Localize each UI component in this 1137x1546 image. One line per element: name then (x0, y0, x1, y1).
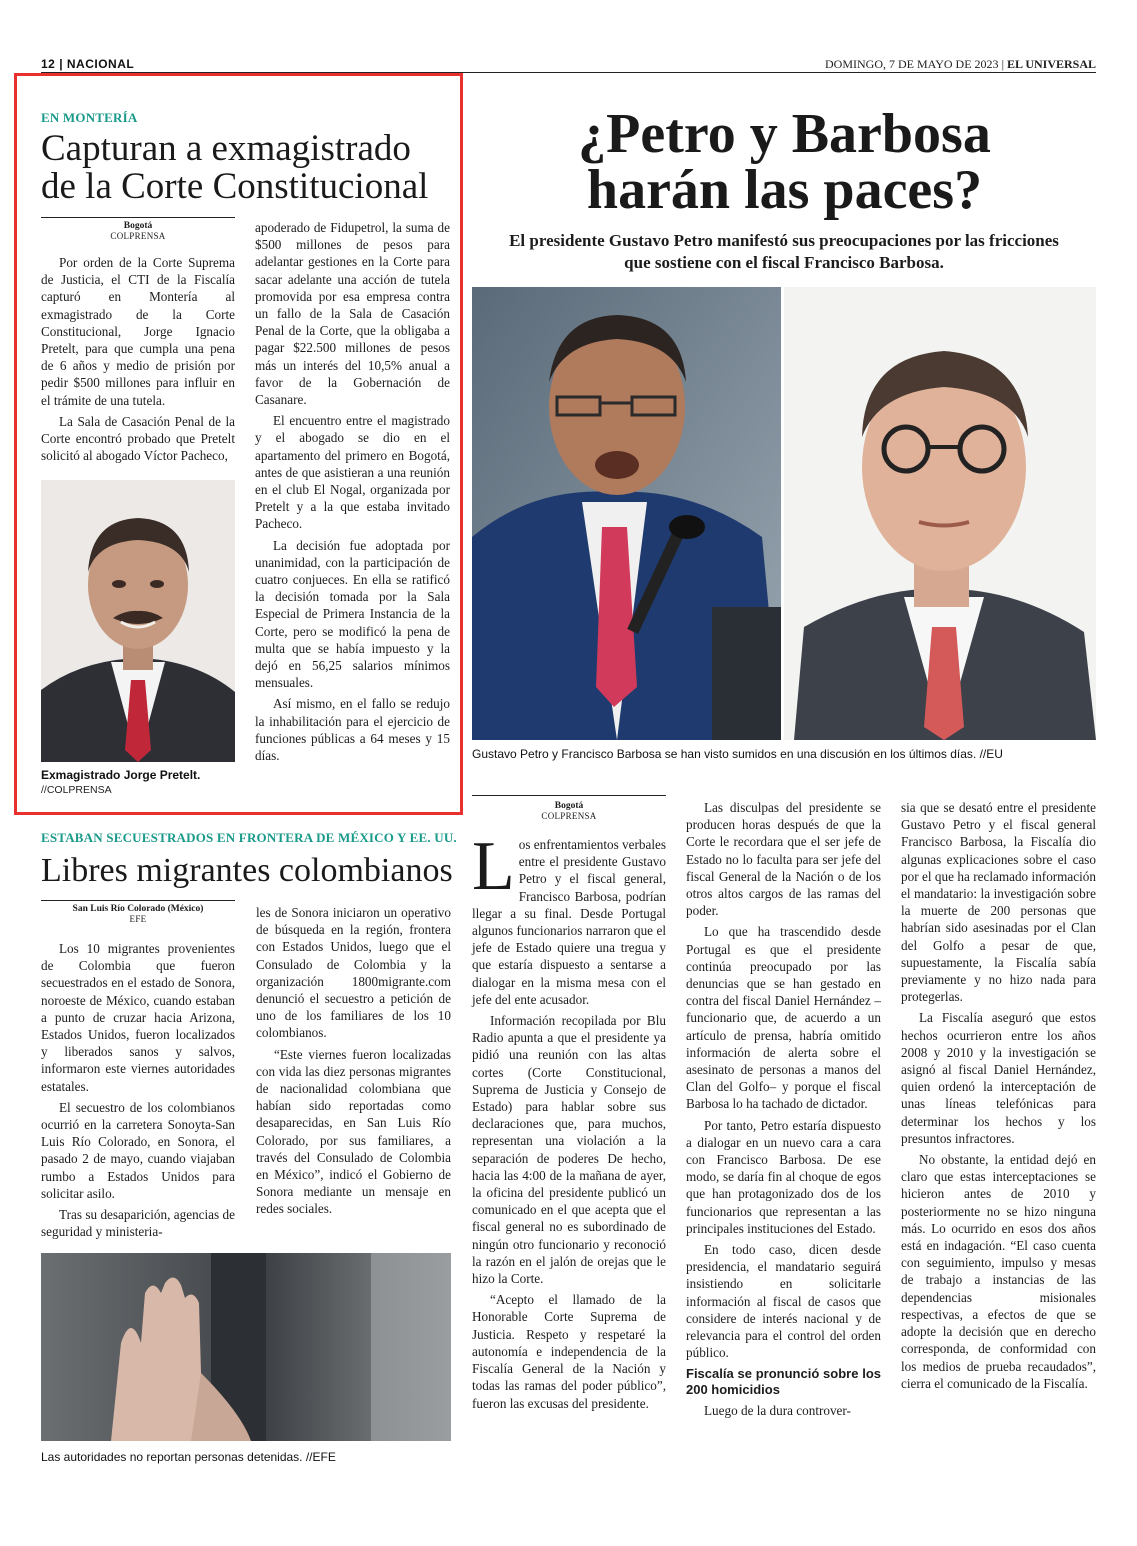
article2-headline-line1: ¿Petro y Barbosa (578, 103, 991, 165)
article1-photo-credit: //COLPRENSA (41, 784, 112, 796)
article1-photo-caption: Exmagistrado Jorge Pretelt. (41, 768, 201, 782)
barbosa-photo (784, 287, 1096, 740)
paragraph: les de Sonora iniciaron un operativo de búsqueda en la región, frontera con Estados Unidos, luego que el Consulado de Colombia y la organización 1800migrante.com denunció el secuestro a petición de uno de los familiares de los 10 colombianos. (256, 905, 451, 1041)
paragraph: “Acepto el llamado de la Honorable Corte Suprema de Justicia. Respeto y respetaré la autonomía e independencia de la Fiscalía General de la Nación y todas las ramas del poder público”, fueron las excusas del presidente. (472, 1292, 666, 1411)
paragraph: Luego de la dura controver- (704, 1402, 851, 1418)
article2-headline-line2: harán las paces? (586, 159, 983, 221)
paragraph: Así mismo, en el fallo se redujo la inhabilitación para el ejercicio de funciones públicas a 64 meses y 15 días. (255, 696, 450, 764)
article1-byline (41, 221, 235, 241)
issue-date: DOMINGO, 7 DE MAYO DE 2023 (825, 57, 999, 71)
byline-city: San Luis Río Colorado (México) (72, 904, 204, 914)
article1-column-1 (41, 254, 235, 464)
paragraph: No obstante, la entidad dejó en claro que estas interceptaciones se hicieron antes de 2010 y posteriormente no se hizo ninguna más. Lo ocurrido en esos dos años está en indagación. “El caso cuenta con seguimiento, impulso y mesas de trabajo a instancias de las dependencias misionales respectivas, a efectos de que se adopte la decisión que en derecho corresponda, de conformidad con los medios de prueba recaudados”, cierra el comunicado de la Fiscalía. (901, 1152, 1096, 1391)
paragraph: El encuentro entre el magistrado y el abogado se dio en el apartamento del primero en Bogotá, antes de que asistieran a una reunión en el club El Nogal, organizada por Pretelt y a la que estaba invitado Pacheco. (255, 413, 450, 532)
paragraph: Las disculpas del presidente se producen horas después de que la Corte le recordara que el ser jefe de Estado no lo faculta para ser jefe del fiscal General de la Nación o de los otros altos cargos de las ramas del poder. (686, 800, 881, 919)
byline-agency: COLPRENSA (110, 231, 166, 241)
byline-agency: COLPRENSA (541, 811, 597, 821)
article1-headline (41, 130, 461, 206)
paragraph: “Este viernes fueron localizadas con vida las diez personas migrantes de nacionalidad colombiana que habían sido reportadas como desaparecidas, en San Luis Río Colorado, por sus familiares, a través del Consulado de Colombia en México”, indicó el Gobierno de Sonora mediante un mensaje en redes sociales. (256, 1046, 451, 1217)
article3-column-1 (41, 940, 235, 1240)
pretelt-portrait-illustration (41, 480, 235, 762)
byline-rule (41, 217, 235, 218)
dropcap: L (472, 828, 515, 905)
article2-column-2 (686, 799, 881, 1419)
article2-byline (472, 801, 666, 821)
paragraph: La Sala de Casación Penal de la Corte encontró probado que Pretelt solicitó al abogado Víctor Pacheco, (41, 413, 235, 464)
newspaper-name: EL UNIVERSAL (1006, 57, 1096, 71)
article2-photo-caption: Gustavo Petro y Francisco Barbosa se han visto sumidos en una discusión en los últimos días. //EU (472, 747, 1003, 761)
pretelt-photo (41, 480, 235, 762)
article3-kicker: ESTABAN SECUESTRADOS EN FRONTERA DE MÉXICO Y EE. UU. (41, 830, 457, 845)
article1-kicker: EN MONTERÍA (41, 110, 138, 125)
article3-byline (41, 904, 235, 924)
article3-column-2 (256, 904, 451, 1218)
article3-photo-caption: Las autoridades no reportan personas detenidas. //EFE (41, 1450, 336, 1464)
byline-agency: EFE (129, 914, 147, 924)
paragraph: Información recopilada por Blu Radio apunta a que el presidente ya pidió una reunión con las altas cortes (Corte Constitucional, Suprema de Justicia y Consejo de Estado) para hablar sobre sus declaraciones que, para muchos, representan una violación a la separación de poderes De hecho, hacia las 4:00 de la mañana de ayer, la oficina del presidente publicó un comunicado en el que acepta que el fiscal general no es subordinado de ningún otro funcionario y reconoció la razón en el jalón de orejas que le hizo la Corte. (472, 1013, 666, 1287)
paragraph: sia que se desató entre el presidente Gustavo Petro y el fiscal general Francisco Barbosa, la Fiscalía dio algunas explicaciones sobre el caso por el que ha reclamado información el mandatario: la investigación sobre la muerte de 200 personas que habrían sido asesinadas por el Clan del Golfo a pesar de que, supuestamente, la Fiscalía sabía previamente y no hizo nada para protegerlas. (901, 800, 1096, 1005)
paragraph: La decisión fue adoptada por unanimidad, con la participación de cuatro conjueces. En ella se ratificó la decisión tomada por la Sala Especial de Primera Instancia de la Corte, pero se modificó la pena de multa que se había impuesto y la dejó en 56,25 salarios mínimos mensuales. (255, 537, 450, 691)
byline-rule (472, 795, 666, 796)
page-header-left: 12 | NACIONAL (41, 57, 135, 71)
article1-column-2 (255, 219, 450, 764)
page-number: 12 (41, 57, 56, 71)
section-name: NACIONAL (66, 57, 135, 71)
article1-headline-line2: de la Corte Constitucional (41, 166, 429, 207)
article2-column-1 (472, 828, 666, 1412)
paragraph: Por tanto, Petro estaría dispuesto a dialogar en un nuevo cara a cara con Francisco Barbosa. De ese modo, se daría fin al choque de egos que han protagonizado dos de los funcionarios que representan a las principales instituciones del Estado. (686, 1117, 881, 1236)
page-header-right: DOMINGO, 7 DE MAYO DE 2023 | EL UNIVERSAL (825, 57, 1096, 71)
byline-city: Bogotá (554, 801, 584, 811)
paragraph: En todo caso, dicen desde presidencia, el mandatario seguirá insistiendo en solicitarle información al fiscal de casos que considere de interés nacional y de relevancia para el control del orden público. (686, 1242, 881, 1361)
petro-speaking-illustration (472, 287, 781, 740)
byline-city: Bogotá (123, 221, 153, 231)
article1-headline-line1: Capturan a exmagistrado (41, 128, 411, 169)
paragraph: Los 10 migrantes provenientes de Colombia que fueron secuestrados en el estado de Sonora, noroeste de México, cuando estaban a punto de cruzar hacia Arizona, Estados Unidos, fueron localizados y liberados sanos y salvos, informaron este viernes autoridades estatales. (41, 941, 235, 1094)
paragraph: La Fiscalía aseguró que estos hechos ocurrieron entre los años 2008 y 2010 y la investigación se asignó al fiscal Daniel Hernández, quien ordenó la interceptación de unas líneas telefónicas para determinar los hechos y los presuntos infractores. (901, 1010, 1096, 1146)
article2-column-3 (901, 799, 1096, 1392)
paragraph: Tras su desaparición, agencias de seguridad y ministeria- (41, 1207, 235, 1240)
barbosa-portrait-illustration (784, 287, 1096, 740)
article2-deck: El presidente Gustavo Petro manifestó sus preocupaciones por las fricciones que sostiene con el fiscal Francisco Barbosa. (509, 231, 1059, 272)
article2-headline (472, 103, 1097, 221)
byline-rule (41, 900, 235, 901)
hand-on-glass-illustration (41, 1253, 451, 1441)
migrants-photo (41, 1253, 451, 1441)
petro-photo (472, 287, 781, 740)
paragraph: Los enfrentamientos verbales entre el presidente Gustavo Petro y el fiscal general, Francisco Barbosa, podrían llegar a su final. Desde Portugal algunos funcionarios narraron que el jefe de Estado quiere una tregua y que estaría dispuesto a sentarse a dialogar en la misma mesa con el jefe del ente acusador. (472, 828, 666, 1007)
paragraph: apoderado de Fidupetrol, la suma de $500 millones de pesos para adelantar gestiones en la Corte para sacar adelante una acción de tutela promovida por esa empresa contra un fallo de la Sala de Casación Penal de la Corte, que la obligaba a pagar $22.500 millones de pesos más un interés del 10,5% anual a favor de la Gobernación de Casanare. (255, 220, 450, 408)
article3-headline: Libres migrantes colombianos (41, 852, 453, 889)
article2-subhead: Fiscalía se pronunció sobre los 200 homicidios (686, 1365, 881, 1397)
paragraph: El secuestro de los colombianos ocurrió en la carretera Sonoyta-San Luis Río Colorado, en Sonora, el pasado 2 de mayo, cuando viajaban rumbo a Estados Unidos para solicitar asilo. (41, 1099, 235, 1201)
paragraph: Por orden de la Corte Suprema de Justicia, el CTI de la Fiscalía capturó en Montería al exmagistrado de la Corte Constitucional, Jorge Ignacio Pretelt, para que cumpla una pena de 6 años y medio de prisión por pedir $500 millones para influir en el trámite de una tutela. (41, 255, 235, 408)
paragraph: Lo que ha trascendido desde Portugal es que el presidente continúa preocupado por las denuncias que se han gestado en contra del fiscal Daniel Hernández –funcionario que, de acuerdo a un artículo de prensa, habría omitido información de alerta sobre el asesinato de personas a manos del Clan del Golfo– y porque el fiscal Barbosa lo ha tachado de dictador. (686, 924, 881, 1112)
